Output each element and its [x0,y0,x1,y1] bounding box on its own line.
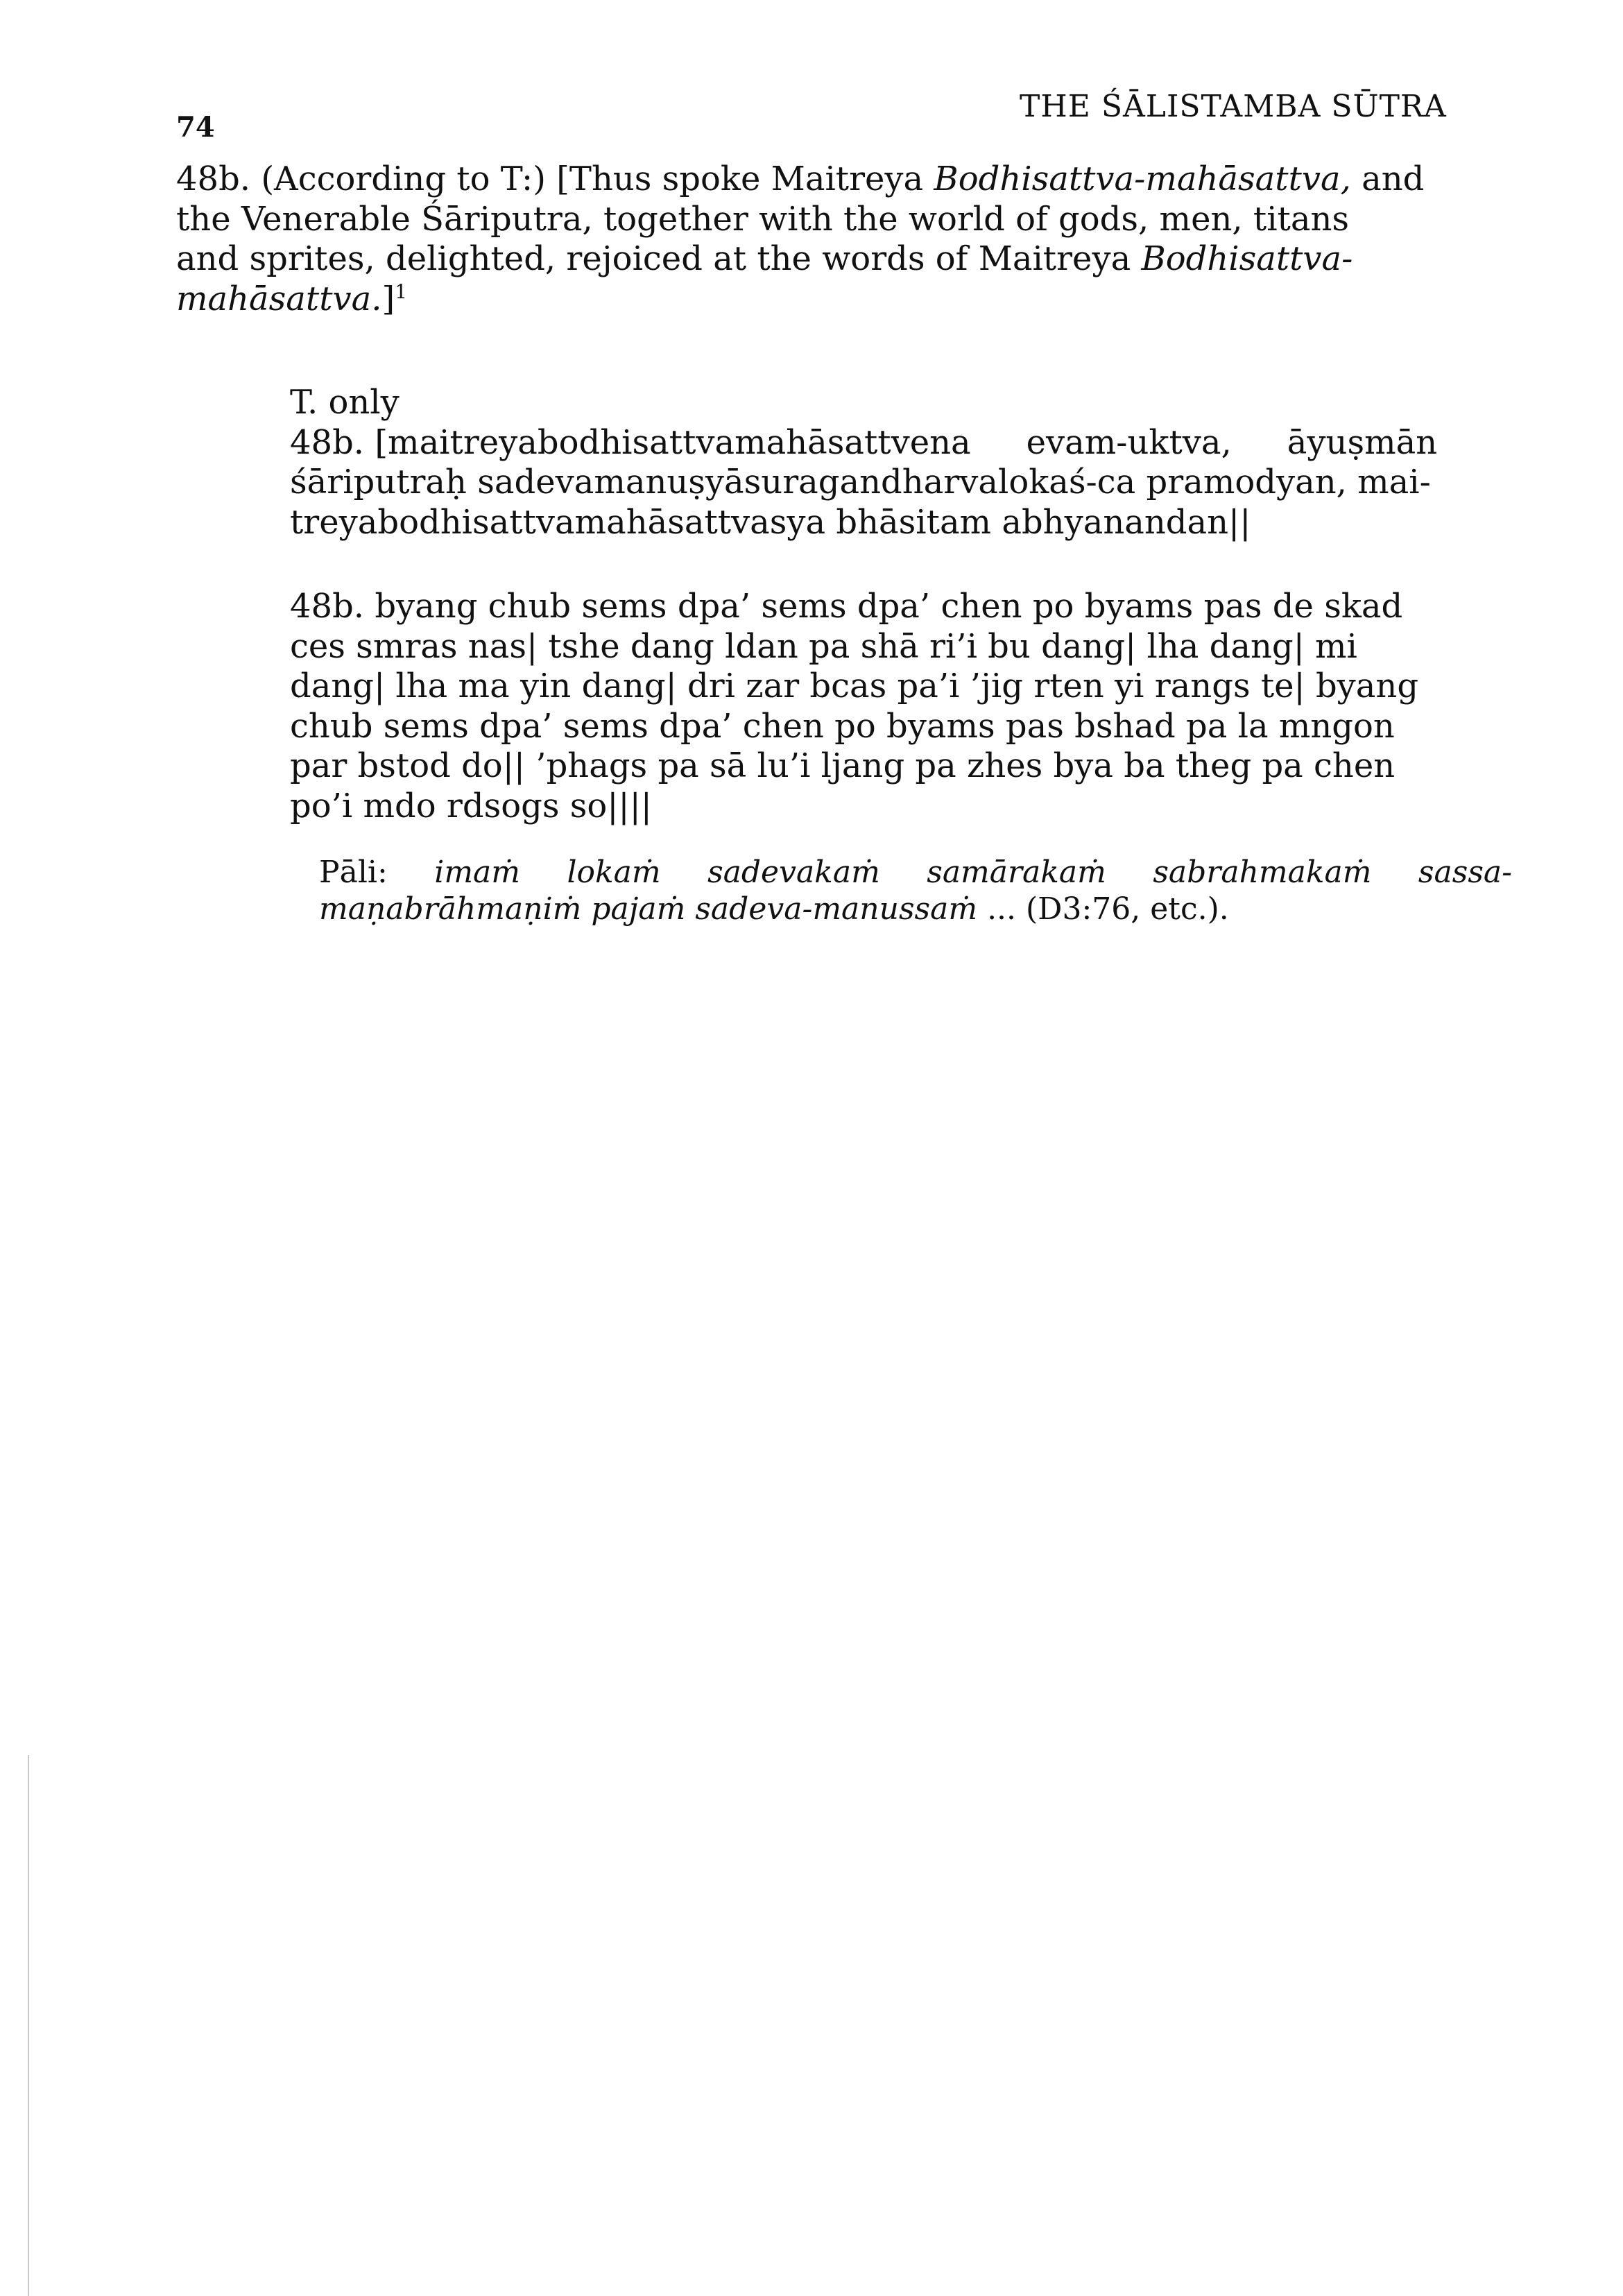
italic-term: Bodhisattva-mahāsattva, [934,160,1351,198]
text-run: 48b. [maitreyabodhisattvamahāsattvena [290,422,971,462]
text-run: and [1350,160,1425,198]
text-line [319,855,1512,891]
paragraph-48b-translation [176,160,1494,319]
italic-term: lokaṁ [567,855,661,890]
paragraph-t-only-sanskrit [290,383,1497,542]
text-line: po’i mdo rdsogs so|||| [290,786,652,825]
text-line: śāriputraḥ sadevamanuṣyāsuragandharvalokaś-ca pramodyan, mai- [290,463,1431,502]
running-title: THE ŚĀLISTAMBA SŪTRA [1020,89,1447,124]
text-line: dang| lha ma yin dang| dri zar bcas pa’i ’jig rten yi rangs te| byang [290,667,1419,706]
text-run: evam-uktva, [1026,422,1232,462]
footnote-marker: 1 [395,280,408,303]
italic-term: samārakaṁ [927,855,1106,890]
paragraph-48b-tibetan [290,587,1497,827]
paragraph-pali-parallel [319,855,1512,928]
section-label: T. only [290,383,400,422]
text-line [176,239,1494,280]
text-run: āyuṣmān [1287,422,1438,462]
citation: ... (D3:76, etc.). [977,891,1229,927]
italic-term: maṇabrāhmaṇiṁ pajaṁ sadeva-manussaṁ [319,891,978,927]
text-line [319,891,1512,928]
scan-margin-artifact [28,1755,29,2296]
text-line: treyabodhisattvamahāsattvasya bhāsitam abhyanandan|| [290,502,1251,542]
italic-term: sabrahmakaṁ [1153,855,1372,890]
italic-term: imaṁ [434,855,520,890]
text-run: ] [381,279,395,318]
text-line [176,160,1494,200]
text-run: 48b. (According to T:) [Thus spoke Maitreya [176,160,934,198]
text-line [176,280,1494,320]
text-run: and sprites, delighted, rejoiced at the words of Maitreya [176,239,1142,279]
page-number: 74 [176,111,215,144]
italic-term: sassa- [1418,855,1512,890]
text-line: chub sems dpa’ sems dpa’ chen po byams pas bshad pa la mngon [290,706,1395,746]
text-line: par bstod do|| ’phags pa sā lu’i ljang pa zhes bya ba theg pa chen [290,746,1396,786]
text-line [290,423,1497,463]
pali-label: Pāli: [319,855,388,890]
text-line: ces smras nas| tshe dang ldan pa shā ri’i bu dang| lha dang| mi [290,626,1357,666]
italic-term: mahāsattva. [176,279,382,318]
italic-term: Bodhisattva- [1141,239,1353,279]
text-line: the Venerable Śāriputra, together with the world of gods, men, titans [176,199,1349,239]
italic-term: sadevakaṁ [707,855,880,890]
text-line: 48b. byang chub sems dpa’ sems dpa’ chen po byams pas de skad [290,587,1403,626]
